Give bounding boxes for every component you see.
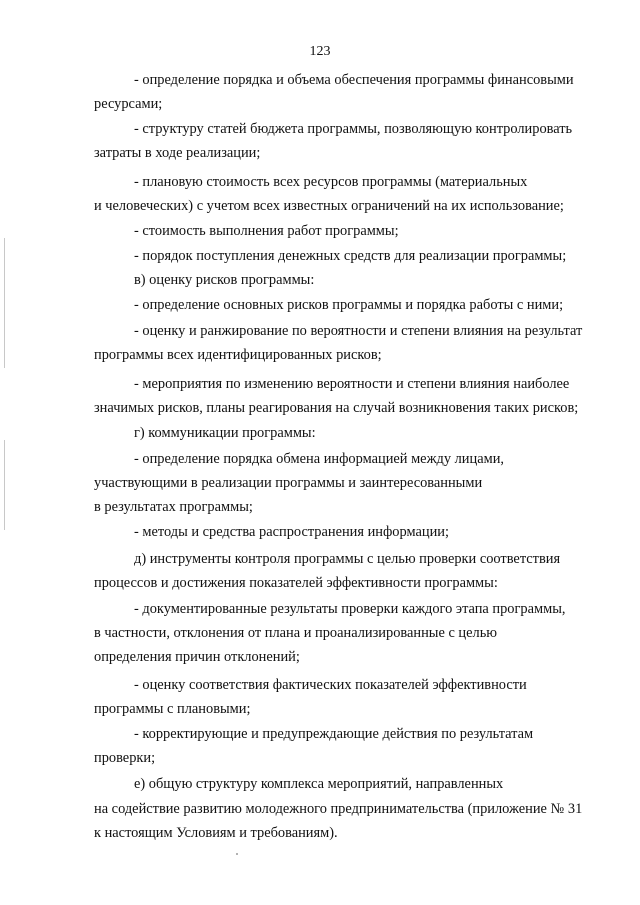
text-line: - корректирующие и предупреждающие действия по результатам	[134, 726, 534, 742]
text-line: - определение порядка обмена информацией между лицами,	[134, 451, 505, 467]
text-line: - стоимость выполнения работ программы;	[134, 223, 399, 239]
text-line: программы с плановыми;	[94, 701, 251, 717]
scan-speck	[236, 853, 238, 855]
text-line: в) оценку рисков программы:	[134, 272, 315, 288]
text-line: затраты в ходе реализации;	[94, 145, 261, 161]
text-line: участвующими в реализации программы и заинтересованными	[94, 475, 483, 491]
scan-edge-mark	[4, 238, 5, 368]
text-line: - оценку соответствия фактических показателей эффективности	[134, 677, 527, 693]
text-line: к настоящим Условиям и требованиям).	[94, 825, 338, 841]
text-line: - плановую стоимость всех ресурсов программы (материальных	[134, 174, 528, 190]
page-number: 123	[309, 44, 331, 59]
text-line: - определение порядка и объема обеспечения программы финансовыми	[134, 72, 574, 88]
text-line: - документированные результаты проверки каждого этапа программы,	[134, 601, 566, 617]
text-line: г) коммуникации программы:	[134, 425, 316, 441]
text-line: - методы и средства распространения информации;	[134, 524, 449, 540]
text-line: в результатах программы;	[94, 499, 253, 515]
text-line: программы всех идентифицированных рисков;	[94, 347, 382, 363]
text-line: на содействие развитию молодежного предпринимательства (приложение № 31	[94, 801, 583, 817]
text-line: процессов и достижения показателей эффективности программы:	[94, 575, 498, 591]
text-line: - порядок поступления денежных средств для реализации программы;	[134, 248, 567, 264]
text-line: ресурсами;	[94, 96, 163, 112]
text-line: проверки;	[94, 750, 156, 766]
text-line: - мероприятия по изменению вероятности и степени влияния наиболее	[134, 376, 570, 392]
text-line: д) инструменты контроля программы с целью проверки соответствия	[134, 551, 561, 567]
text-line: значимых рисков, планы реагирования на случай возникновения таких рисков;	[94, 400, 579, 416]
text-line: - определение основных рисков программы и порядка работы с ними;	[134, 297, 564, 313]
text-line: и человеческих) с учетом всех известных ограничений на их использование;	[94, 198, 564, 214]
scan-edge-mark	[4, 440, 5, 530]
text-line: - оценку и ранжирование по вероятности и степени влияния на результат	[134, 323, 583, 339]
text-line: определения причин отклонений;	[94, 649, 300, 665]
text-line: е) общую структуру комплекса мероприятий, направленных	[134, 776, 504, 792]
text-line: - структуру статей бюджета программы, позволяющую контролировать	[134, 121, 573, 137]
text-line: в частности, отклонения от плана и проанализированные с целью	[94, 625, 498, 641]
